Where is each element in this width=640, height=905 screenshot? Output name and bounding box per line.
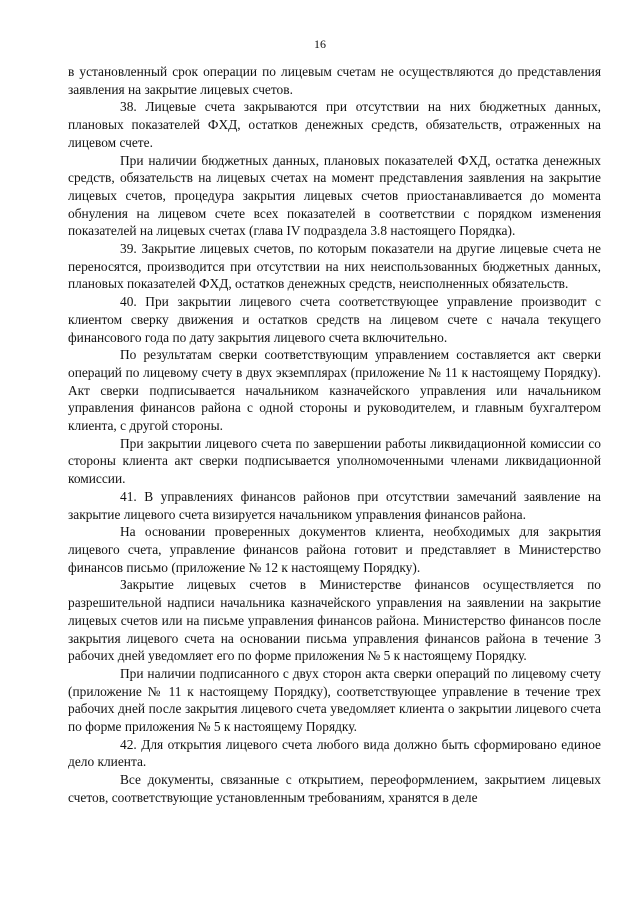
- paragraph-41: 41. В управлениях финансов районов при отсутствии замечаний заявление на закрытие лицевого счета визируется начальником управления финансов района.: [68, 488, 601, 522]
- paragraph: Все документы, связанные с открытием, переоформлением, закрытием лицевых счетов, соответствующие установленным требованиям, хранятся в деле: [68, 772, 601, 805]
- paragraph: При наличии подписанного с двух сторон акта сверки операций по лицевому счету (приложение № 11 к настоящему Порядку), соответствующее управление в течение трех рабочих дней после закрытия лицевого счета уведомляет клиента о закрытии лицевого счета по форме приложения № 5 к настоящему Порядку.: [68, 665, 601, 735]
- paragraph-38: 38. Лицевые счета закрываются при отсутствии на них бюджетных данных, плановых показателей ФХД, остатков денежных средств, обязательств, отраженных на лицевом счете.: [68, 99, 601, 150]
- paragraph-39: 39. Закрытие лицевых счетов, по которым показатели на другие лицевые счета не переносятся, производится при отсутствии на них неиспользованных бюджетных данных, плановых показателей ФХД, остатков денежных средств, неисполненных обязательств.: [68, 241, 601, 292]
- paragraph-continuation: в установленный срок операции по лицевым счетам не осуществляются до представления заявления на закрытие лицевых счетов.: [68, 64, 601, 97]
- paragraph: На основании проверенных документов клиента, необходимых для закрытия лицевого счета, управление финансов района готовит и представляет в Министерство финансов письмо (приложение № 12 к настоящему Порядку).: [68, 524, 601, 575]
- body-text: [68, 63, 601, 807]
- paragraph: При закрытии лицевого счета по завершении работы ликвидационной комиссии со стороны клиента акт сверки подписывается уполномоченными членами ликвидационной комиссии.: [68, 435, 601, 487]
- paragraph: Закрытие лицевых счетов в Министерстве финансов осуществляется по разрешительной надписи начальника казначейского управления на заявлении на закрытие лицевых счетов или на письме управления финансов района. Министерство финансов после закрытия лицевого счета на основании письма управления финансов района в течение 3 рабочих дней уведомляет его по форме приложения № 5 к настоящему Порядку.: [68, 577, 601, 664]
- paragraph: По результатам сверки соответствующим управлением составляется акт сверки операций по лицевому счету в двух экземплярах (приложение № 11 к настоящему Порядку). Акт сверки подписывается начальником казначейского управления или начальником управления финансов района с одной стороны и руководителем, и главным бухгалтером клиента, с другой стороны.: [68, 347, 601, 434]
- paragraph: При наличии бюджетных данных, плановых показателей ФХД, остатка денежных средств, обязательств на лицевых счетах на момент представления заявления на закрытие лицевых счетов, процедура закрытия лицевых счетов приостанавливается до момента обнуления на лицевом счете всех показателей в соответствии с порядком изменения показателей на лицевых счетах (глава IV подраздела 3.8 настоящего Порядка).: [68, 152, 601, 239]
- page-number: 16: [314, 37, 326, 51]
- paragraph-40: 40. При закрытии лицевого счета соответствующее управление производит с клиентом сверку движения и остатков средств на лицевом счете с начала текущего финансового года по дату закрытия лицевого счета включительно.: [68, 294, 601, 345]
- paragraph-42: 42. Для открытия лицевого счета любого вида должно быть сформировано единое дело клиента.: [68, 736, 601, 770]
